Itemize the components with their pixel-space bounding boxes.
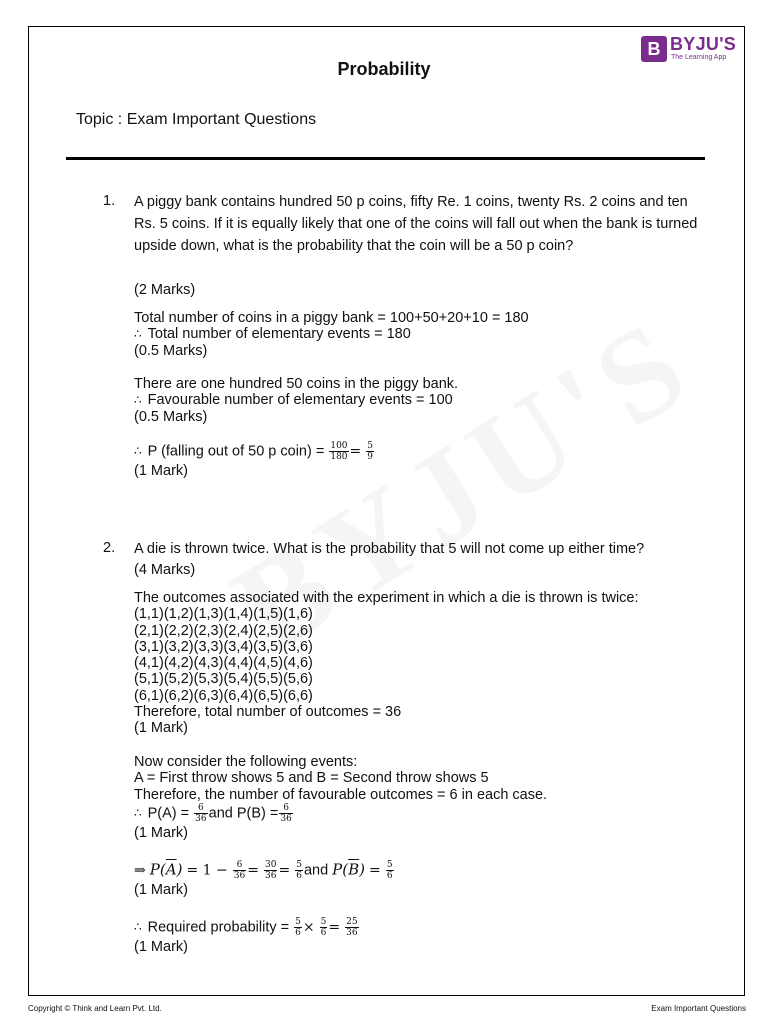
footer-label: Exam Important Questions: [651, 1004, 746, 1013]
q2-events-intro: Now consider the following events:: [134, 754, 358, 770]
fraction-6-36: $\frac{6}{36}$: [280, 802, 292, 824]
q1-step2-line1: There are one hundred 50 coins in the piggy bank.: [134, 376, 459, 392]
fraction-5-9: $\frac{5}{9}$: [367, 441, 374, 462]
outcome-row: (4,1)(4,2)(4,3)(4,4)(4,5)(4,6): [134, 655, 313, 672]
fraction-25-36: $\frac{25}{36}$: [346, 917, 358, 938]
a-complement: $\overline{A}$: [165, 860, 177, 879]
q2-total-marks: (1 Mark): [134, 720, 188, 737]
q2-required-marks: (1 Mark): [134, 939, 188, 955]
therefore-symbol: ∴: [134, 806, 142, 821]
divider: [66, 157, 705, 160]
q1-step1-marks: (0.5 Marks): [134, 342, 208, 359]
q2-pab-marks: (1 Mark): [134, 824, 188, 841]
q2-required-text: Required probability =: [147, 919, 290, 936]
q1-step3: [134, 441, 714, 479]
q2-required-row: ∴ Required probability = $\frac{5}{6}$ × $\frac{5}{6}$ = $\frac{25}{36}$: [134, 917, 358, 938]
q1-step1-line2-row: [134, 326, 714, 342]
fraction-5-6: $\frac{5}{6}$: [386, 860, 393, 881]
therefore-symbol: ∴: [134, 920, 142, 935]
q2-pb-text: and P(B) =: [208, 805, 279, 822]
q2-events-fav: Therefore, the number of favourable outcomes = 6 in each case.: [134, 786, 548, 803]
fraction-5-6: $\frac{5}{6}$: [295, 917, 301, 938]
q1-step1-line2: Total number of elementary events = 180: [147, 326, 411, 343]
q1-step3-marks: (1 Mark): [134, 463, 188, 479]
fraction-30-36: $\frac{30}{36}$: [264, 860, 277, 881]
logo-tagline: The Learning App: [671, 54, 727, 61]
q1-step3-text: P (falling out of 50 p coin) =: [147, 443, 325, 460]
outcome-row: (3,1)(3,2)(3,3)(3,4)(3,5)(3,6): [134, 638, 313, 655]
outcome-row: (2,1)(2,2)(2,3)(2,4)(2,5)(2,6): [134, 622, 313, 639]
q2-required: [134, 917, 714, 955]
b-complement: $\overline{B}$: [348, 860, 360, 879]
page-title: Probability: [337, 59, 431, 79]
q1-step2-line2: Favourable number of elementary events = 100: [147, 392, 453, 409]
therefore-symbol: ∴: [134, 444, 142, 459]
logo-icon: B: [641, 36, 667, 62]
therefore-symbol: ∴: [134, 327, 142, 342]
outcome-row: (5,1)(5,2)(5,3)(5,4)(5,5)(5,6): [134, 671, 313, 688]
q1-number: 1.: [103, 193, 116, 209]
q2-complement: [134, 860, 714, 898]
topic-line: Topic : Exam Important Questions: [76, 111, 317, 128]
therefore-symbol: ∴: [134, 393, 142, 408]
q1-step3-row: ∴ P (falling out of 50 p coin) = $\frac{100}{180}$ = $\frac{5}{9}$: [134, 441, 374, 462]
outcome-row: (6,1)(6,2)(6,3)(6,4)(6,5)(6,6): [134, 687, 313, 704]
q1-text: A piggy bank contains hundred 50 p coins, fifty Re. 1 coins, twenty Rs. 2 coins and ten Rs. 5 coins. If it is equally likely that one of the coins will fall out when the bank is turned upside down, what is the probability that the coin will be a 50 p coin?: [134, 194, 698, 254]
q2-events: [134, 754, 714, 841]
fraction-5-6: $\frac{5}{6}$: [320, 917, 327, 938]
outcome-row: (1,1)(1,2)(1,3)(1,4)(1,5)(1,6): [134, 606, 313, 623]
q2-text: A die is thrown twice. What is the probability that 5 will not come up either time?: [134, 541, 645, 557]
footer-copyright: Copyright © Think and Learn Pvt. Ltd.: [28, 1004, 162, 1013]
q1-step2: [134, 376, 714, 425]
q2-outcomes: [134, 590, 714, 737]
q2-complement-marks: (1 Mark): [134, 882, 188, 898]
fraction-6-36: $\frac{6}{36}$: [195, 802, 207, 824]
logo-name: BYJU'S: [670, 34, 737, 54]
q1-step1: [134, 310, 714, 359]
q1-step1-line1: Total number of coins in a piggy bank = 100+50+20+10 = 180: [134, 310, 529, 326]
fraction-5-6: $\frac{5}{6}$: [296, 860, 302, 881]
q1-step2-line2-row: [134, 392, 714, 408]
q2-marks: (4 Marks): [134, 562, 196, 578]
q2-total-outcomes: Therefore, total number of outcomes = 36: [134, 704, 402, 721]
q2-pa-text: P(A) =: [147, 805, 190, 822]
q1-marks: (2 Marks): [134, 282, 196, 298]
fraction-6-36: $\frac{6}{36}$: [233, 860, 246, 881]
q2-pab-row: [134, 803, 714, 825]
q2-events-def: A = First throw shows 5 and B = Second throw shows 5: [134, 770, 489, 787]
q1-step2-marks: (0.5 Marks): [134, 408, 208, 425]
q2-number: 2.: [103, 540, 116, 556]
fraction-100-180: $\frac{100}{180}$: [330, 441, 348, 462]
q2-complement-row: ⇒ $P(\overline{A}) = 1$ − $\frac{6}{36}$ = $\frac{30}{36}$ = $\frac{5}{6}$ and $P(\overline{B})$ = $\frac{5}{6}$: [134, 860, 393, 881]
q2-outcomes-intro: The outcomes associated with the experiment in which a die is thrown is twice:: [134, 590, 639, 606]
